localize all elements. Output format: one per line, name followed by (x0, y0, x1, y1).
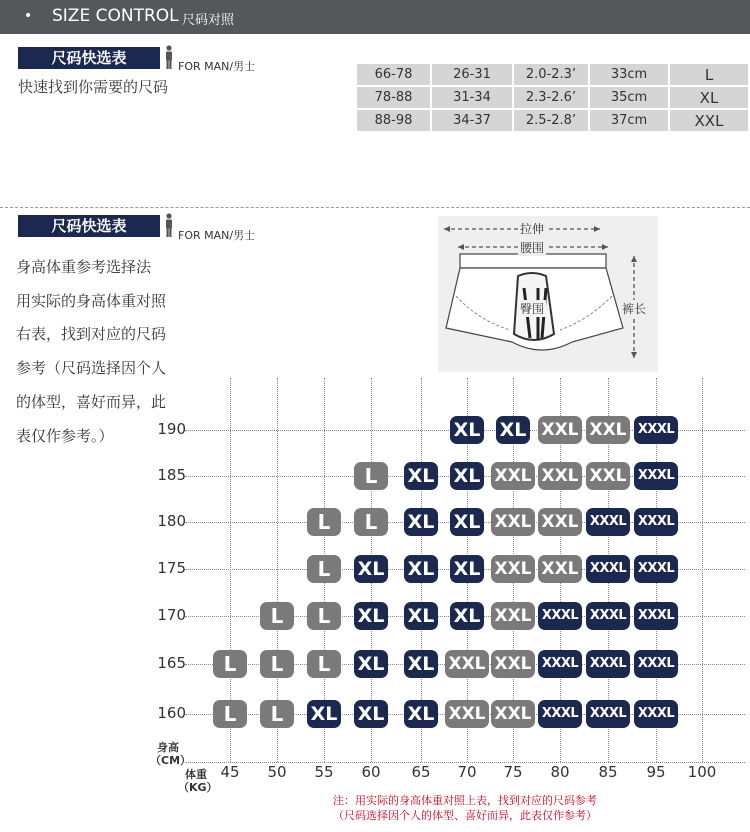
x-tick-label: 65 (411, 763, 431, 781)
size-chip: XXL (538, 462, 582, 490)
y-axis-label: 身高 （CM） (150, 741, 192, 767)
size-table-cell: 31-34 (432, 87, 512, 108)
size-chip: XXXL (634, 416, 678, 444)
size-chip: L (260, 700, 294, 728)
size-chip: L (213, 700, 247, 728)
size-table-cell: 35cm (590, 87, 668, 108)
size-chip: XL (404, 700, 438, 728)
size-chip: XXL (491, 700, 535, 728)
y-tick-label: 180 (157, 512, 186, 530)
size-chip: XXL (491, 650, 535, 678)
note-line-2: （尺码选择因个人的体型、喜好而异，此表仅作参考） (333, 809, 597, 822)
size-chip: XXL (491, 508, 535, 536)
size-table-cell: XXL (670, 110, 748, 131)
size-chip: XXXL (634, 650, 678, 678)
size-chip: XXXL (634, 602, 678, 630)
size-chip: XXL (538, 508, 582, 536)
size-chip: L (213, 650, 247, 678)
size-chip: XL (404, 650, 438, 678)
size-chip: L (307, 508, 341, 536)
size-chip: XL (404, 555, 438, 583)
size-chip: XL (307, 700, 341, 728)
y-tick-label: 185 (157, 466, 186, 484)
size-table-cell: L (670, 64, 748, 85)
section1-desc: 快速找到你需要的尺码 (18, 78, 169, 96)
size-chip: XXXL (634, 700, 678, 728)
size-chip: XXL (586, 462, 630, 490)
y-tick-label: 165 (157, 654, 186, 672)
size-chip: XL (450, 508, 484, 536)
size-chip: XXXL (586, 555, 630, 583)
method-line: 表仅作参考。） (16, 427, 114, 445)
y-tick-label: 160 (157, 704, 186, 722)
size-table-cell: 2.3-2.6’ (514, 87, 588, 108)
x-tick-label: 75 (503, 763, 523, 781)
size-chip: XL (354, 602, 388, 630)
size-table-cell: 66-78 (357, 64, 430, 85)
size-chip: XXXL (538, 700, 582, 728)
y-tick-label: 170 (157, 606, 186, 624)
size-table-cell: 2.5-2.8’ (514, 110, 588, 131)
method-line: 用实际的身高体重对照 (16, 292, 167, 310)
grid-vline (702, 378, 703, 762)
size-chip: XXXL (538, 650, 582, 678)
x-tick-label: 55 (314, 763, 334, 781)
size-chip: XL (404, 462, 438, 490)
x-tick-label: 80 (550, 763, 570, 781)
size-chip: L (307, 602, 341, 630)
x-tick-label: 60 (361, 763, 381, 781)
size-chip: XXXL (586, 650, 630, 678)
x-tick-label: 85 (598, 763, 618, 781)
section1-for-man: FOR MAN/男士 (178, 60, 256, 73)
size-chip: L (307, 555, 341, 583)
section2-for-man: FOR MAN/男士 (178, 229, 256, 242)
size-chip: XXXL (538, 602, 582, 630)
y-tick-label: 175 (157, 559, 186, 577)
size-chip: L (260, 602, 294, 630)
size-chip: XXXL (634, 462, 678, 490)
x-tick-label: 70 (457, 763, 477, 781)
note-line-1: 注：用实际的身高体重对照上表，找到对应的尺码参考 (333, 794, 597, 807)
size-chip: XL (450, 462, 484, 490)
method-line: 的体型，喜好而异，此 (16, 393, 167, 411)
size-chip: XXXL (586, 508, 630, 536)
size-chip: XL (450, 416, 484, 444)
size-chip: XXXL (634, 508, 678, 536)
size-chip: XXXL (586, 700, 630, 728)
size-chip: XXL (445, 650, 489, 678)
size-chip: L (354, 508, 388, 536)
label-length: 裤长 (622, 302, 647, 316)
size-chip: XL (404, 508, 438, 536)
x-tick-label: 95 (646, 763, 666, 781)
size-chip: XXXL (586, 602, 630, 630)
method-title: 身高体重参考选择法 (16, 258, 152, 276)
y-tick-label: 190 (157, 420, 186, 438)
method-line: 右表，找到对应的尺码 (16, 325, 167, 343)
size-chip: XXL (538, 416, 582, 444)
label-hip: 臀围 (520, 302, 545, 316)
section2-badge: 尺码快选表 (18, 215, 160, 237)
size-chip: XXL (491, 462, 535, 490)
size-table-cell: 33cm (590, 64, 668, 85)
size-chip: XXL (491, 602, 535, 630)
method-line: 参考（尺码选择因个人 (16, 359, 167, 377)
size-table-cell: 26-31 (432, 64, 512, 85)
size-table-cell: XL (670, 87, 748, 108)
size-table-cell: 88-98 (357, 110, 430, 131)
size-chip: XL (354, 700, 388, 728)
size-table-cell: 78-88 (357, 87, 430, 108)
size-chip: XXXL (634, 555, 678, 583)
size-chip: XXL (538, 555, 582, 583)
size-chip: XL (404, 602, 438, 630)
size-chip: XXL (586, 416, 630, 444)
section1-badge: 尺码快选表 (18, 47, 160, 69)
x-tick-label: 100 (687, 763, 717, 781)
size-chip: XL (354, 555, 388, 583)
header-title: SIZE CONTROL (52, 6, 179, 26)
size-chip: L (307, 650, 341, 678)
size-chip: XL (450, 555, 484, 583)
size-chip: XL (496, 416, 530, 444)
x-tick-label: 45 (220, 763, 240, 781)
size-chip: XL (354, 650, 388, 678)
bullet-icon: • (24, 8, 33, 24)
size-table-cell: 2.0-2.3’ (514, 64, 588, 85)
header-subtitle: 尺码对照 (182, 13, 235, 28)
size-chip: XXL (445, 700, 489, 728)
x-axis-label: 体重 （KG） (178, 768, 218, 794)
size-table-cell: 37cm (590, 110, 668, 131)
size-table-cell: 34-37 (432, 110, 512, 131)
label-waist: 腰围 (520, 241, 545, 255)
size-chip: XL (450, 602, 484, 630)
label-stretch: 拉伸 (520, 222, 545, 236)
x-tick-label: 50 (267, 763, 287, 781)
size-chip: L (354, 462, 388, 490)
size-chip: XXL (491, 555, 535, 583)
size-chip: L (260, 650, 294, 678)
